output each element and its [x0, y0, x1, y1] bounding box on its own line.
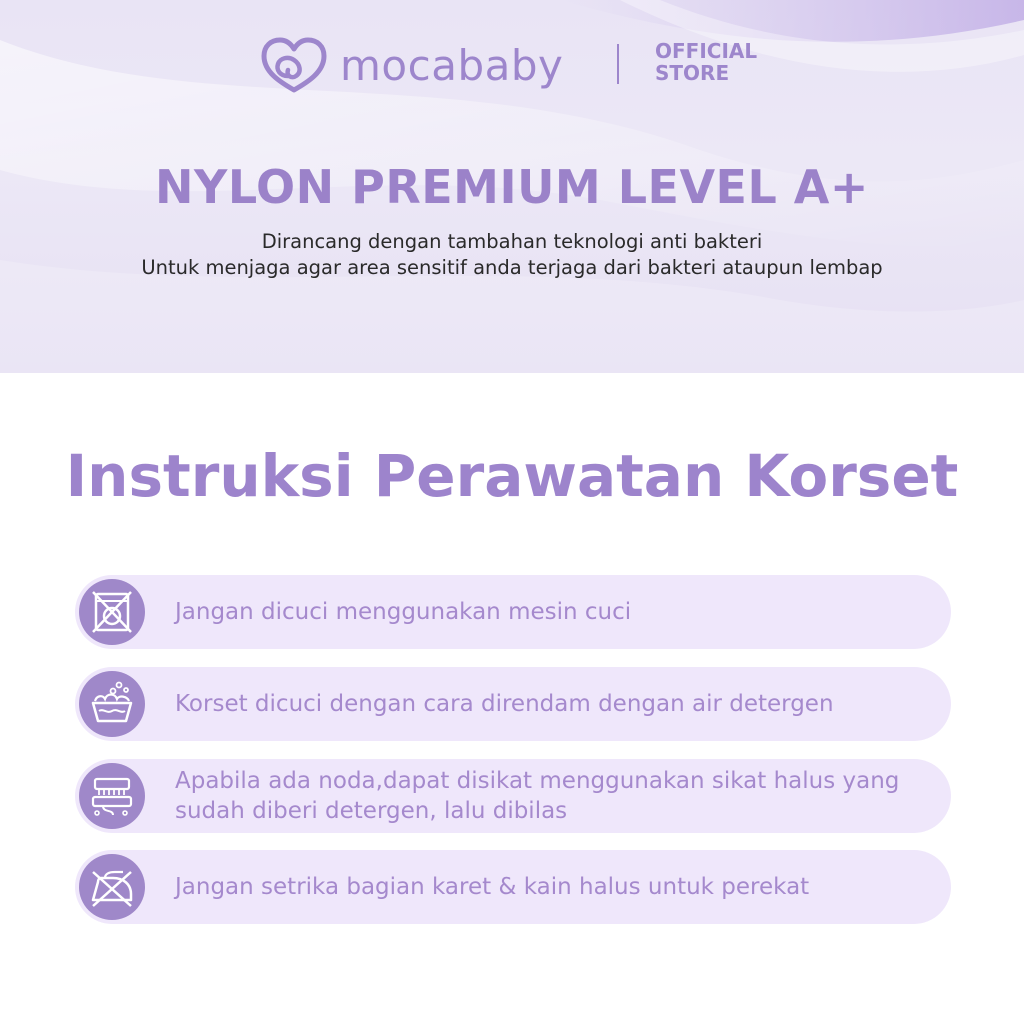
care-item-no-iron	[75, 850, 951, 924]
heart-swirl-logo-icon	[258, 36, 330, 96]
care-item-text: Jangan setrika bagian karet & kain halus untuk perekat	[175, 874, 810, 900]
care-item-no-machine-wash	[75, 575, 951, 649]
care-item-text-line-2: sudah diberi detergen, lalu dibilas	[175, 798, 568, 824]
official-store-label	[655, 40, 757, 84]
store-line-2: STORE	[655, 61, 730, 85]
hero-subtitle-line-2: Untuk menjaga agar area sensitif anda terjaga dari bakteri ataupun lembap	[141, 256, 883, 279]
instructions-title: Instruksi Perawatan Korset	[65, 442, 959, 510]
hand-wash-basin-icon	[79, 671, 145, 737]
care-item-brush-clean	[75, 759, 951, 833]
logo-divider	[617, 44, 619, 84]
icon-circle	[79, 763, 145, 829]
icon-circle	[79, 854, 145, 920]
hero-subtitle-line-1: Dirancang dengan tambahan teknologi anti bakteri	[261, 230, 763, 253]
brand-name: mocababy	[340, 41, 564, 90]
no-machine-wash-icon	[79, 579, 145, 645]
care-item-text: Jangan dicuci menggunakan mesin cuci	[175, 599, 632, 625]
hero-title: NYLON PREMIUM LEVEL A+	[155, 160, 869, 214]
brush-clean-icon	[79, 763, 145, 829]
hero-banner	[0, 0, 1024, 373]
icon-circle	[79, 579, 145, 645]
care-item-text-line-1: Apabila ada noda,dapat disikat menggunakan sikat halus yang	[175, 768, 900, 794]
no-iron-icon	[79, 854, 145, 920]
brand-logo	[258, 36, 563, 96]
icon-circle	[79, 671, 145, 737]
care-item-text: Korset dicuci dengan cara direndam dengan air detergen	[175, 691, 834, 717]
care-item-hand-wash	[75, 667, 951, 741]
store-line-1: OFFICIAL	[655, 39, 758, 63]
care-item-text	[175, 759, 911, 833]
